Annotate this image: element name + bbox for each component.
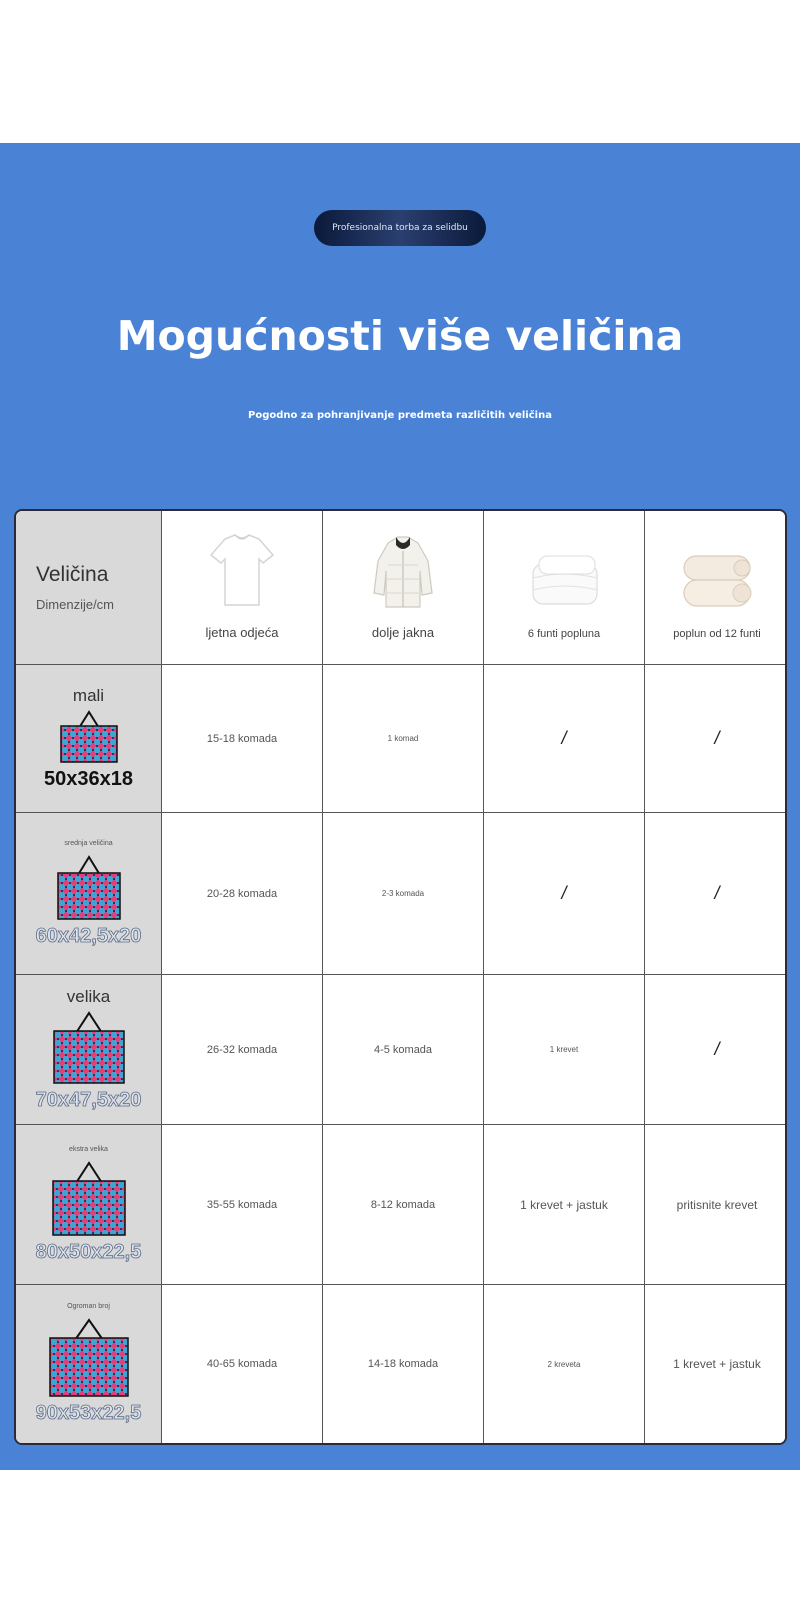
- header-col-duvet-6lb: [484, 511, 645, 665]
- size-cell-medium: [16, 813, 162, 975]
- table-cell: [645, 813, 787, 975]
- cell-value: 1 krevet + jastuk: [673, 1357, 761, 1371]
- cell-value: 2 kreveta: [547, 1359, 581, 1369]
- size-cell-large: [16, 975, 162, 1125]
- size-dimensions: 80x50x22,5: [35, 1240, 142, 1263]
- table-cell: [323, 665, 484, 813]
- badge: Profesionalna torba za selidbu: [314, 210, 486, 246]
- cell-value: /: [714, 1039, 720, 1059]
- table-cell: [484, 813, 645, 975]
- t-shirt-icon: [197, 531, 287, 611]
- header-size-cell: [16, 511, 162, 665]
- header-col-label: dolje jakna: [371, 625, 435, 640]
- size-name: velika: [66, 987, 111, 1006]
- storage-bag-icon: [54, 855, 124, 921]
- storage-bag-icon: [46, 1318, 132, 1398]
- size-cell-huge: [16, 1285, 162, 1443]
- size-dimensions: 60x42,5x20: [35, 924, 142, 947]
- cell-value: 40-65 komada: [206, 1358, 278, 1370]
- size-name: Ogroman broj: [67, 1303, 110, 1310]
- table-cell: [323, 1285, 484, 1443]
- table-cell: [323, 813, 484, 975]
- header-size-label: Veličina: [36, 563, 109, 586]
- size-cell-extra-large: [16, 1125, 162, 1285]
- table-cell: [162, 1125, 323, 1285]
- table-cell: [484, 975, 645, 1125]
- size-dimensions: 90x53x22,5: [35, 1402, 142, 1424]
- storage-bag-icon: [49, 1161, 129, 1237]
- size-table: [14, 509, 787, 1445]
- table-cell: [323, 975, 484, 1125]
- rolled-duvet-icon: [672, 534, 762, 614]
- page-subtitle: Pogodno za pohranjivanje predmeta različitih veličina: [248, 410, 552, 421]
- cell-value: 1 krevet: [549, 1045, 579, 1054]
- cell-value: /: [714, 883, 720, 903]
- table-cell: [484, 665, 645, 813]
- header-col-label: ljetna odjeća: [205, 625, 279, 640]
- header-col-summer-clothes: [162, 511, 323, 665]
- cell-value: 15-18 komada: [206, 732, 278, 745]
- size-name: mali: [72, 686, 105, 705]
- cell-value: pritisnite krevet: [676, 1197, 758, 1212]
- table-cell: [645, 665, 787, 813]
- storage-bag-icon: [57, 710, 121, 764]
- table-cell: [323, 1125, 484, 1285]
- cell-value: 1 komad: [387, 734, 419, 743]
- table-cell: [645, 975, 787, 1125]
- cell-value: 8-12 komada: [370, 1198, 436, 1211]
- header-dimensions-label: Dimenzije/cm: [36, 597, 115, 612]
- cell-value: 2-3 komada: [381, 889, 425, 898]
- table-cell: [484, 1125, 645, 1285]
- table-cell: [162, 975, 323, 1125]
- cell-value: 4-5 komada: [373, 1043, 433, 1056]
- table-cell: [484, 1285, 645, 1443]
- cell-value: 1 krevet + jastuk: [520, 1197, 608, 1212]
- size-name: ekstra velika: [69, 1145, 108, 1153]
- header-col-down-jacket: [323, 511, 484, 665]
- down-jacket-icon: [358, 531, 448, 611]
- table-cell: [645, 1285, 787, 1443]
- header-col-duvet-12lb: [645, 511, 787, 665]
- size-dimensions: 70x47,5x20: [35, 1089, 142, 1111]
- size-cell-small: [16, 665, 162, 813]
- size-dimensions: 50x36x18: [44, 768, 133, 790]
- header-col-label: poplun od 12 funti: [673, 628, 761, 640]
- cell-value: 35-55 komada: [206, 1198, 278, 1211]
- table-cell: [162, 813, 323, 975]
- cell-value: 26-32 komada: [206, 1043, 278, 1056]
- table-cell: [645, 1125, 787, 1285]
- header-col-label: 6 funti popluna: [527, 628, 601, 640]
- cell-value: /: [714, 728, 720, 748]
- table-cell: [162, 665, 323, 813]
- size-name: srednja veličina: [64, 839, 113, 847]
- folded-duvet-icon: [519, 534, 609, 614]
- page-title: Mogućnosti više veličina: [116, 312, 684, 360]
- cell-value: /: [561, 728, 567, 748]
- storage-bag-icon: [50, 1011, 128, 1085]
- cell-value: 20-28 komada: [206, 887, 278, 900]
- cell-value: 14-18 komada: [367, 1358, 439, 1370]
- cell-value: /: [561, 883, 567, 903]
- table-cell: [162, 1285, 323, 1443]
